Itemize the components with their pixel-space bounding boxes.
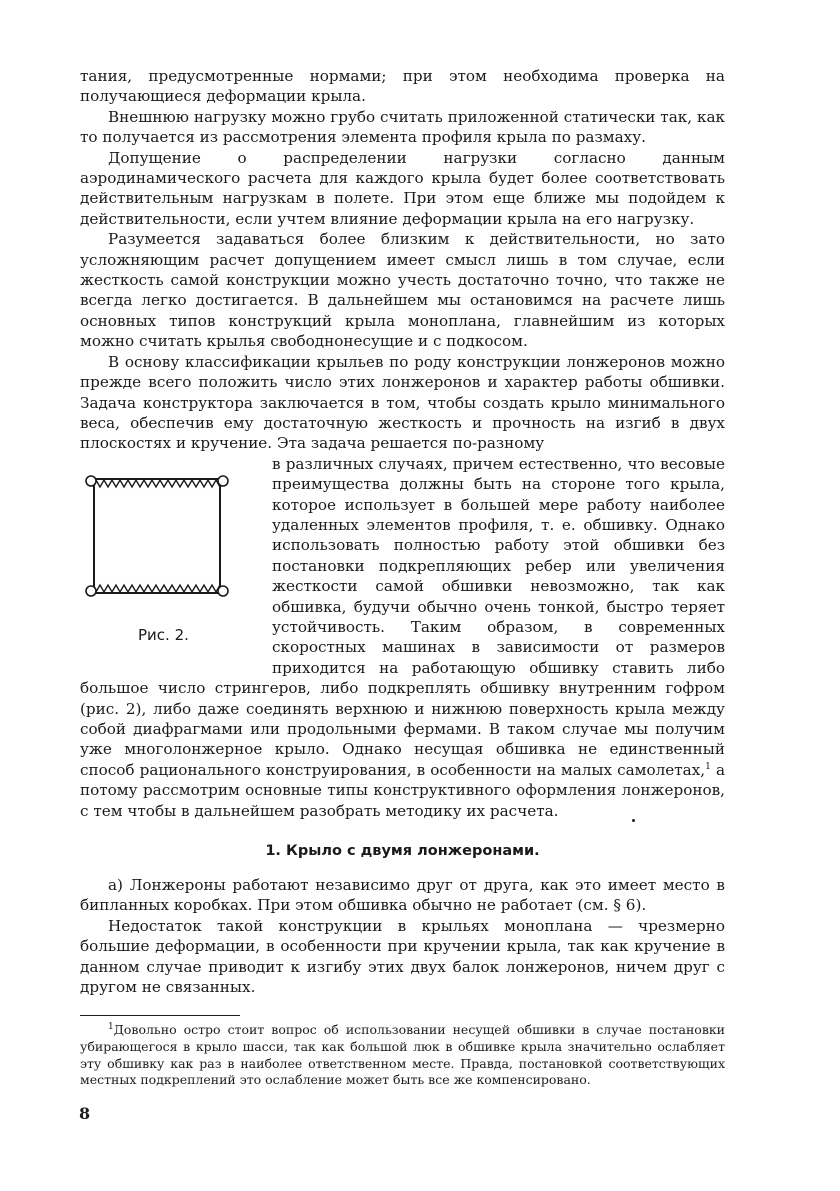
paragraph: Разумеется задаваться более близким к действительности, но зато усложняющим расчет допущением имеет смысл лишь в том случае, если жесткость самой конструкции можно учесть достаточно точно, что также не всегда легко достигается. В дальнейшем мы остановимся на расчете лишь основных типов конструкций крыла моноплана, главнейшим из которых можно считать крылья свободнонесущие и с подкосом.	[80, 230, 725, 351]
wrap-text: в различных случаях, причем естественно, что весовые преимущества должны быть на стороне того крыла, которое использует в большей мере работу наиболее удаленных элементов профиля, т. е. обшивку. Однако использовать полностью работу этой обшивки без постановки подкрепляющих ребер или увеличения жесткости самой обшивки невозможно, так как обшивка, будучи обычно очень тонкой, быстро теряет устойчивость. Таким образом, в современных скоростных машинах в зависимости от размеров приходится на работающую обшивку ставить либо большое число стрингеров, либо подкреплять обшивку внутренним гофром (рис. 2), либо даже соединять верхнюю и нижнюю поверхность крыла между собой диафрагмами или продольными фермами. В таком случае мы получим уже многолонжерное крыло. Однако несущая обшивка не единственный способ рационального конструирования, в особенности на малых самолетах,	[80, 454, 725, 779]
paragraph: Допущение о распределении нагрузки согласно данным аэродинамического расчета для каждого крыла будет более соответствовать действительным нагрузкам в полете. При этом еще ближе мы подойдем к действительности, если учтем влияние деформации крыла на его нагрузку.	[80, 148, 725, 228]
page-number: 8	[79, 1104, 91, 1123]
footnote	[80, 1022, 725, 1088]
wrap-text-end: а потому рассмотрим основные типы конструктивного оформления лонжеронов, с тем чтобы в дальнейшем разобрать методику их расчета.	[80, 760, 725, 820]
figure-caption: Рис. 2.	[138, 625, 189, 644]
paragraph: Внешнюю нагрузку можно грубо считать приложенной статически так, как то получается из рассмотрения элемента профиля крыла по размаху.	[80, 107, 725, 147]
footnote-text: Довольно остро стоит вопрос об использовании несущей обшивки в случае постановки убирающегося в крыло шасси, так как большой люк в обшивке крыла значительно ослабляет эту обшивку как раз в наиболее ответственном месте. Правда, постановкой соответствующих местных подкреплений это ослабление может быть все же компенсировано.	[80, 1022, 725, 1088]
footnote-mark: 1	[108, 1022, 114, 1033]
print-speck	[632, 819, 635, 822]
section-title: 1. Крыло с двумя лонжеронами.	[265, 843, 540, 860]
footnote-divider	[80, 1015, 240, 1016]
figure-2	[80, 454, 260, 662]
paragraph: В основу классификации крыльев по роду конструкции лонжеронов можно прежде всего положить число этих лонжеронов и характер работы обшивки. Задача конструктора заключается в том, чтобы создать крыло минимального веса, обеспечив ему достаточную жесткость и прочность на изгиб в двух плоскостях и кручение. Эта задача решается по-разному	[80, 352, 725, 453]
corrugated-skin-diagram	[82, 466, 232, 606]
paragraph: Недостаток такой конструкции в крыльях моноплана — чрезмерно большие деформации, в особенности при кручении крыла, так как кручение в данном случае приводит к изгибу этих двух балок лонжеронов, ничем друг с другом не связанных.	[80, 916, 725, 997]
footnote-reference: 1	[705, 761, 711, 772]
page-body	[80, 66, 725, 1089]
paragraph: а) Лонжероны работают независимо друг от друга, как это имеет место в бипланных коробках. При этом обшивка обычно не работает (см. § 6).	[80, 876, 725, 915]
paragraph: тания, предусмотренные нормами; при этом необходима проверка на получающиеся деформации крыла.	[80, 67, 725, 106]
